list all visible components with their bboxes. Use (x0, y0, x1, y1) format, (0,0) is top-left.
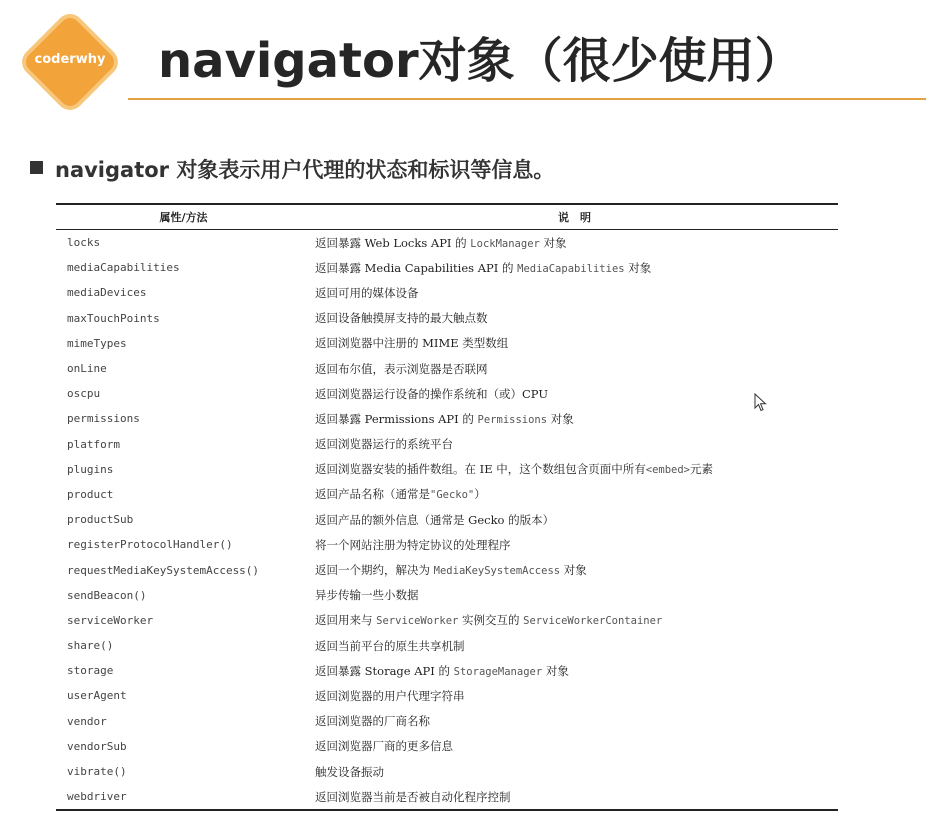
property-name: permissions (67, 412, 140, 426)
description-text: 元素 (690, 462, 714, 477)
property-name: sendBeacon() (67, 588, 147, 602)
table-row (56, 709, 838, 734)
property-name: share() (67, 639, 114, 653)
description-text: ） (474, 487, 486, 502)
description-text: 异步传输一些小数据 (315, 588, 419, 603)
description-text: 对象 (542, 663, 569, 678)
description-text: 对象 (539, 235, 567, 250)
bullet-point (30, 154, 554, 184)
table-row (56, 633, 838, 658)
description-text: 返回浏览器运行的系统平台 (315, 437, 453, 452)
description-text: 返回设备触摸屏支持的最大触点数 (315, 311, 488, 326)
table-row (56, 532, 838, 557)
property-description (311, 331, 838, 356)
table-row (56, 356, 838, 381)
property-description (311, 557, 838, 582)
table-row (56, 230, 838, 256)
table-row (56, 759, 838, 784)
table-row (56, 784, 838, 810)
property-name: requestMediaKeySystemAccess() (67, 563, 260, 577)
table-row (56, 457, 838, 482)
property-name: serviceWorker (67, 613, 154, 627)
property-description (311, 507, 838, 532)
description-text: 返回产品名称（通常是 (315, 487, 430, 502)
slide-title: navigator对象（很少使用） (158, 33, 803, 89)
property-description (311, 306, 838, 331)
header-property-method: 属性/方法 (56, 204, 311, 230)
table-row (56, 255, 838, 280)
code-token: "Gecko" (430, 489, 475, 502)
description-text: 返回暴露 Web Locks API 的 (315, 235, 471, 250)
property-name: locks (67, 236, 101, 250)
table-row (56, 482, 838, 507)
description-text: 返回浏览器运行设备的操作系统和（或）CPU (315, 386, 549, 401)
property-name: mimeTypes (67, 336, 127, 350)
property-description (311, 759, 838, 784)
table-header-row (56, 204, 838, 230)
property-name: vendorSub (67, 739, 127, 753)
square-bullet-icon (30, 161, 43, 174)
description-text: 返回浏览器中注册的 MIME 类型数组 (315, 336, 509, 351)
slide-header (0, 0, 932, 120)
property-description (311, 482, 838, 507)
property-name: vendor (67, 714, 107, 728)
property-name: platform (67, 437, 120, 451)
property-name: plugins (67, 462, 114, 476)
description-text: 返回浏览器安装的插件数组。在 IE 中，这个数组包含页面中所有 (315, 462, 646, 477)
property-description (311, 280, 838, 305)
navigator-properties-table (56, 203, 838, 811)
property-name: onLine (67, 362, 107, 376)
property-name: registerProtocolHandler() (67, 538, 233, 552)
table-row (56, 432, 838, 457)
code-token: MediaCapabilities (517, 262, 625, 275)
description-text: 将一个网站注册为特定协议的处理程序 (315, 537, 511, 552)
property-name: productSub (67, 513, 134, 527)
description-text: 对象 (560, 563, 587, 578)
table-row (56, 683, 838, 708)
code-token: MediaKeySystemAccess (433, 565, 561, 578)
table (56, 203, 838, 811)
description-text: 返回布尔值，表示浏览器是否联网 (315, 361, 488, 376)
property-name: maxTouchPoints (67, 311, 160, 325)
property-description (311, 432, 838, 457)
property-description (311, 608, 838, 633)
property-name: mediaDevices (67, 286, 147, 300)
logo-text: coderwhy (34, 52, 106, 67)
title-underline (128, 98, 926, 100)
property-name: product (67, 487, 114, 501)
property-description (311, 633, 838, 658)
table-row (56, 280, 838, 305)
code-token: StorageManager (453, 665, 543, 678)
property-description (311, 532, 838, 557)
property-name: storage (67, 664, 114, 678)
code-token: LockManager (470, 237, 540, 250)
description-text: 返回一个期约，解决为 (315, 563, 434, 578)
table-row (56, 583, 838, 608)
table-row (56, 734, 838, 759)
property-description (311, 255, 838, 280)
table-body (56, 230, 838, 811)
property-description (311, 658, 838, 683)
description-text: 对象 (547, 411, 574, 426)
description-text: 返回可用的媒体设备 (315, 285, 419, 300)
table-row (56, 381, 838, 406)
description-text: 返回暴露 Media Capabilities API 的 (315, 260, 518, 275)
code-token: Permissions (477, 413, 548, 426)
code-token: <embed> (645, 464, 691, 477)
header-description: 说 明 (311, 204, 838, 230)
table-row (56, 331, 838, 356)
property-name: webdriver (56, 784, 311, 810)
subtitle-text: navigator 对象表示用户代理的状态和标识等信息。 (55, 158, 555, 182)
description-text: 实例交互的 (458, 613, 524, 628)
table-row (56, 306, 838, 331)
description-text: 返回暴露 Permissions API 的 (315, 411, 478, 426)
property-description (311, 356, 838, 381)
property-name: oscpu (67, 387, 101, 401)
property-description (311, 457, 838, 482)
code-token: ServiceWorker (376, 615, 459, 628)
property-description (311, 734, 838, 759)
property-description (311, 683, 838, 708)
description-text: 对象 (624, 260, 652, 275)
description-text: 返回浏览器的用户代理字符串 (315, 688, 465, 703)
table-row (56, 406, 838, 431)
property-description (311, 230, 838, 256)
description-text: 返回浏览器当前是否被自动化程序控制 (315, 789, 511, 804)
property-description (311, 583, 838, 608)
table-row (56, 557, 838, 582)
property-name: mediaCapabilities (67, 261, 180, 275)
mouse-cursor-icon (754, 393, 768, 413)
property-name: userAgent (67, 689, 127, 703)
coderwhy-logo (22, 14, 118, 110)
table-row (56, 658, 838, 683)
property-name: vibrate() (67, 765, 127, 779)
description-text: 返回浏览器的厂商名称 (315, 714, 430, 729)
description-text: 返回产品的额外信息（通常是 Gecko 的版本） (315, 512, 555, 527)
description-text: 返回当前平台的原生共享机制 (315, 638, 465, 653)
description-text: 触发设备振动 (315, 764, 384, 779)
table-row (56, 608, 838, 633)
property-description (311, 784, 838, 810)
table-row (56, 507, 838, 532)
description-text: 返回用来与 (315, 613, 377, 628)
code-token: ServiceWorkerContainer (523, 615, 663, 628)
description-text: 返回暴露 Storage API 的 (315, 663, 454, 678)
property-description (311, 709, 838, 734)
description-text: 返回浏览器厂商的更多信息 (315, 739, 453, 754)
